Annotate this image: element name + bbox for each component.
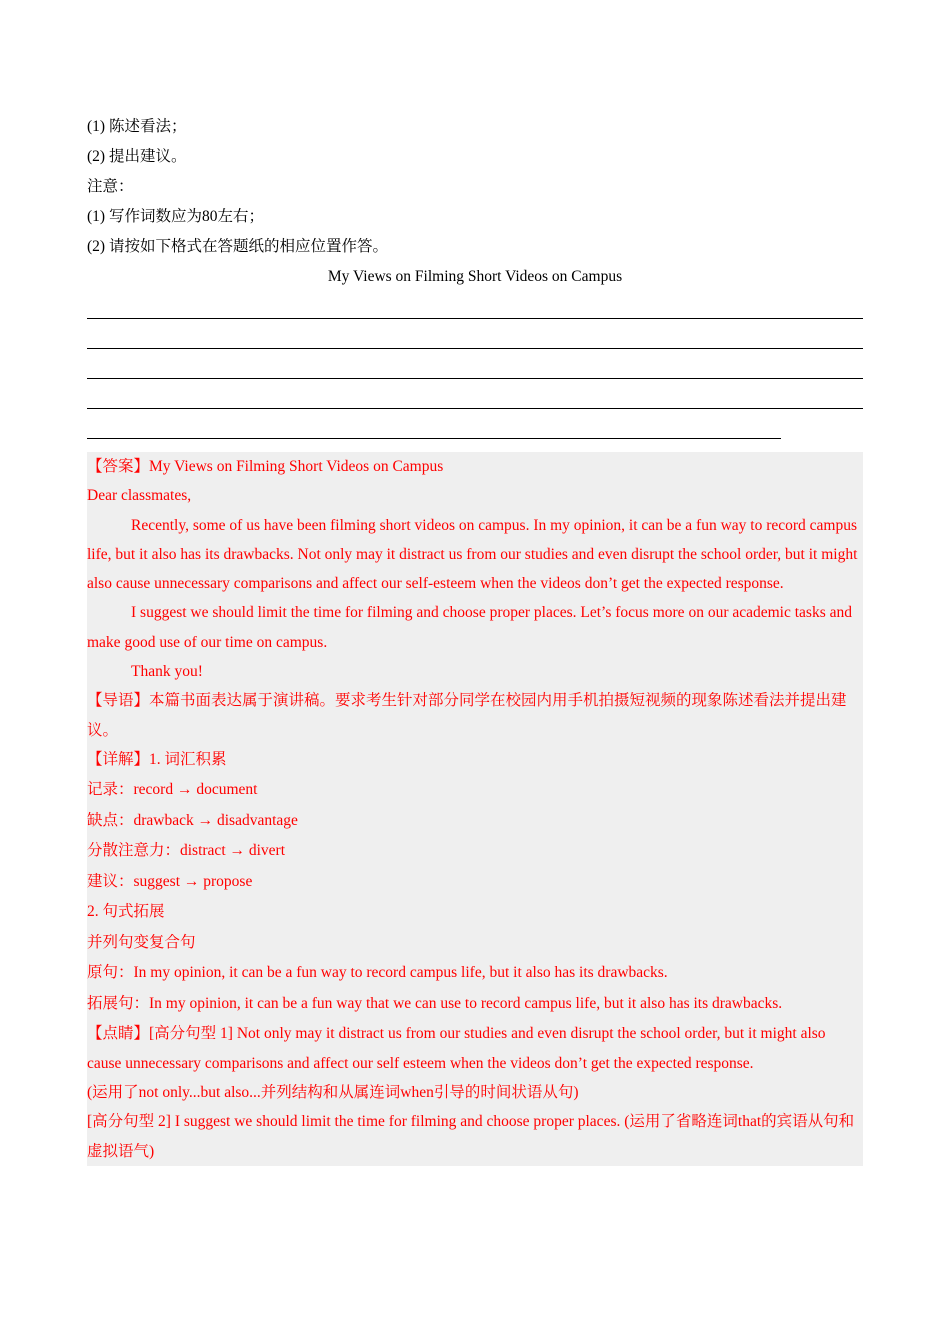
salutation: Dear classmates, — [87, 487, 192, 505]
vocab-item: 记录：record → document — [87, 781, 258, 799]
vocab-item: 建议：suggest → propose — [87, 872, 253, 890]
expanded-sentence: 拓展句：In my opinion, it can be a fun way that we can use to record campus life, but it also has its drawbacks. — [87, 994, 783, 1012]
answer-line[interactable] — [87, 416, 863, 446]
requirement-line: (2) 提出建议。 — [87, 148, 187, 165]
detail-tag: 【详解】 — [87, 750, 150, 768]
answer-lines — [87, 296, 863, 446]
sentence-type: 并列句变复合句 — [87, 933, 196, 951]
vocab-item: 缺点：drawback → disadvantage — [87, 811, 298, 829]
answer-line[interactable] — [87, 356, 863, 386]
answer-line[interactable] — [87, 326, 863, 356]
task-requirements — [87, 112, 863, 262]
vocab-item: 分散注意力：distract → divert — [87, 842, 286, 860]
essay-title: My Views on Filming Short Videos on Campus — [327, 268, 623, 285]
original-sentence: 原句：In my opinion, it can be a fun way to record campus life, but it also has its drawbacks. — [87, 964, 668, 982]
guide-text: 本篇书面表达属于演讲稿。要求考生针对部分同学在校园内用手机拍摄短视频的现象陈述看法并提出建议。 — [87, 692, 847, 739]
guide-tag: 【导语】 — [87, 692, 150, 710]
answer-section — [87, 452, 863, 1166]
essay-closing: Thank you! — [131, 663, 203, 681]
requirement-line: (2) 请按如下格式在答题纸的相应位置作答。 — [87, 238, 388, 255]
detail-section-1: 1. 词汇积累 — [149, 750, 227, 768]
essay-paragraph-1: Recently, some of us have been filming short videos on campus. In my opinion, it can be a fun way to record campus life, but it also has its drawbacks. Not only may it distract us from our studies and even disrupt the school order, but it might also cause unnecessary comparisons and affect our self-esteem when the videos don’t get the expected response. — [87, 516, 858, 593]
answer-title: My Views on Filming Short Videos on Campus — [149, 458, 444, 475]
essay-paragraph-2: I suggest we should limit the time for filming and choose proper places. Let’s focus more on our academic tasks and make good use of our time on campus. — [87, 604, 852, 651]
document-page — [87, 112, 863, 1166]
requirement-line: (1) 写作词数应为80左右； — [87, 208, 264, 225]
highlight-sentence-2: [高分句型 2] I suggest we should limit the time for filming and choose proper places. (运用了省略连词that的宾语从句和虚拟语气) — [87, 1113, 855, 1160]
detail-section-2: 2. 句式拓展 — [87, 903, 165, 921]
notes-label: 注意： — [87, 178, 134, 195]
highlight-sentence-1: [高分句型 1] Not only may it distract us from our studies and even disrupt the school order, but it might also cause unnecessary comparisons and affect our self esteem when the videos don’t get the expected response. — [87, 1025, 826, 1072]
highlight-tag: 【点睛】 — [87, 1025, 150, 1043]
answer-tag: 【答案】 — [87, 458, 150, 475]
highlight-note-1: (运用了not only...but also...并列结构和从属连词when引导的时间状语从句) — [87, 1084, 579, 1102]
answer-line[interactable] — [87, 386, 863, 416]
answer-line[interactable] — [87, 296, 863, 326]
requirement-line: (1) 陈述看法； — [87, 118, 187, 135]
